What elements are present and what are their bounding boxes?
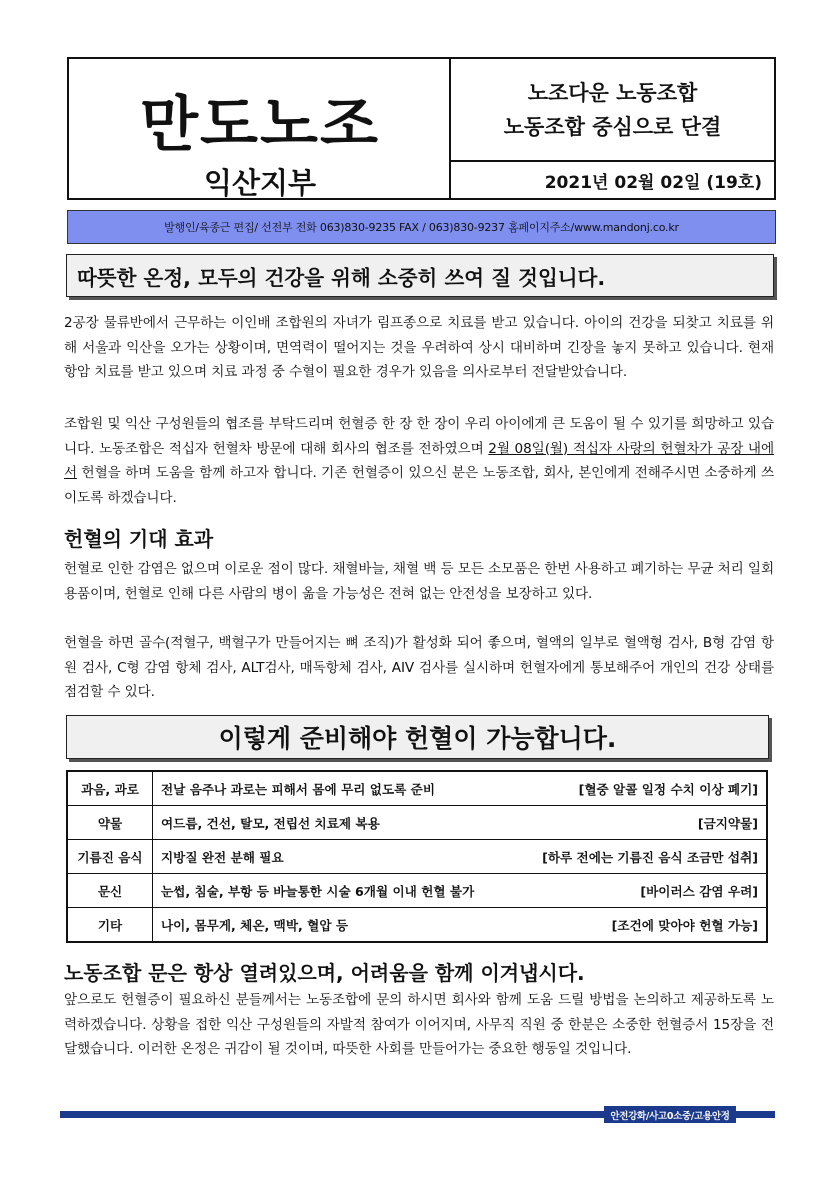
- heading-expected-effects: 헌혈의 기대 효과: [64, 527, 214, 551]
- row-content: [153, 806, 768, 840]
- masthead: [67, 57, 776, 200]
- row-note: [바이러스 감염 우려]: [640, 884, 758, 899]
- table-row: [67, 771, 767, 806]
- row-category: 기타: [67, 908, 153, 943]
- footer-slogan-tag: 안전강화/사고0소중/고용안정: [604, 1106, 736, 1123]
- masthead-left: [69, 59, 451, 198]
- table-row: [67, 840, 767, 874]
- row-category: 문신: [67, 874, 153, 908]
- preparation-table: [66, 770, 768, 943]
- paragraph-patient-story: 2공장 물류반에서 근무하는 이인배 조합원의 자녀가 림프종으로 치료를 받고 있습니다. 아이의 건강을 되찾고 치료를 위해 서울과 익산을 오가는 상황이며, 면역력이 떨어지는 것을 우려하여 상시 대비하며 긴장을 놓지 못하고 있습니다. 현재 항암 치료를 받고 있으며 치료 과정 중 수혈이 필요한 경우가 있음을 의사로부터 전달받았습니다.: [64, 315, 774, 380]
- headline-warmth: 따뜻한 온정, 모두의 건강을 위해 소중히 쓰여 질 것입니다.: [66, 254, 774, 297]
- row-detail: 여드름, 건선, 탈모, 전립선 치료제 복용: [161, 816, 380, 831]
- paragraph-safety: 헌혈로 인한 감염은 없으며 이로운 점이 많다. 채혈바늘, 채혈 백 등 모든 소모품은 한번 사용하고 폐기하는 무균 처리 일회용품이며, 헌혈로 인해 다른 사람의 병이 옮을 가능성은 전혀 없는 안전성을 보장하고 있다.: [64, 561, 774, 602]
- row-detail: 전날 음주나 과로는 피해서 몸에 무리 없도록 준비: [161, 782, 436, 797]
- blood-drive-date-underlined: 2월 08일(월) 적십자 사랑의 헌혈차가 공장 내에서: [64, 440, 774, 481]
- row-category: 과음, 과로: [67, 771, 153, 806]
- row-detail: 나이, 몸무게, 체온, 맥박, 혈압 등: [161, 918, 349, 933]
- paragraph-request: [64, 412, 774, 510]
- table-row: [67, 908, 767, 943]
- row-category: 약물: [67, 806, 153, 840]
- paragraph-health-check: 헌혈을 하면 골수(적혈구, 백혈구가 만들어지는 뼈 조직)가 활성화 되어 좋으며, 혈액의 일부로 혈액형 검사, B형 감염 항원 검사, C형 감염 항체 검사, ALT검사, 매독항체 검사, AIV 검사를 실시하며 헌혈자에게 통보해주어 개인의 건강 상태를 점검할 수 있다.: [64, 635, 774, 700]
- row-content: [153, 840, 768, 874]
- request-text-before: 조합원 및 익산 구성원들의 협조를 부탁드리며 헌혈증 한 장 한 장이 우리 아이에게 큰 도움이 될 수 있기를 희망하고 있습니다. 노동조합은 적십자 헌혈차 방문에 대해 회사의 협조를 전하였으며: [64, 416, 774, 457]
- table-row: [67, 806, 767, 840]
- row-content: [153, 908, 768, 943]
- issue-date: 2021년 02월 02일 (19호): [544, 172, 762, 193]
- row-note: [금지약물]: [697, 816, 758, 831]
- slogan-line-2: 노동조합 중심으로 단결: [503, 114, 722, 139]
- row-note: [하루 전에는 기름진 음식 조금만 섭취]: [542, 850, 758, 865]
- row-detail: 눈썹, 침술, 부항 등 바늘통한 시술 6개월 이내 헌혈 불가: [161, 884, 475, 899]
- row-content: [153, 771, 768, 806]
- paragraph-union-closing: 앞으로도 헌혈증이 필요하신 분들께서는 노동조합에 문의 하시면 회사와 함께 도움 드릴 방법을 논의하고 제공하도록 노력하겠습니다. 상황을 접한 익산 구성원들의 자발적 참여가 이어지며, 사무직 직원 중 한분은 소중한 헌혈증서 15장을 전달했습니다. 이러한 온정은 귀감이 될 것이며, 따뜻한 사회를 만들어가는 중요한 행동일 것입니다.: [64, 992, 774, 1057]
- row-content: [153, 874, 768, 908]
- row-detail: 지방질 완전 분해 필요: [161, 850, 284, 865]
- slogan-box: [451, 59, 774, 162]
- branch-name: 익산지부: [203, 166, 317, 200]
- slogan-line-1: 노조다운 노동조합: [527, 80, 698, 105]
- newsletter-title: 만도노조: [140, 90, 380, 160]
- publisher-info-bar: 발행인/육종근 편집/ 선전부 전화 063)830-9235 FAX / 063)830-9237 홈페이지주소/www.mandonj.co.kr: [67, 210, 776, 244]
- table-row: [67, 874, 767, 908]
- row-note: [혈중 알콜 일정 수치 이상 폐기]: [578, 782, 758, 797]
- row-note: [조건에 맞아야 헌혈 가능]: [611, 918, 758, 933]
- row-category: 기름진 음식: [67, 840, 153, 874]
- headline-preparation: 이렇게 준비해야 헌혈이 가능합니다.: [66, 715, 769, 759]
- request-text-after: 헌혈을 하며 도움을 함께 하고자 합니다. 기존 헌혈증이 있으신 분은 노동조합, 회사, 본인에게 전해주시면 소중하게 쓰이도록 하겠습니다.: [64, 465, 774, 506]
- heading-union-open: 노동조합 문은 항상 열려있으며, 어려움을 함께 이겨냅시다.: [64, 961, 585, 985]
